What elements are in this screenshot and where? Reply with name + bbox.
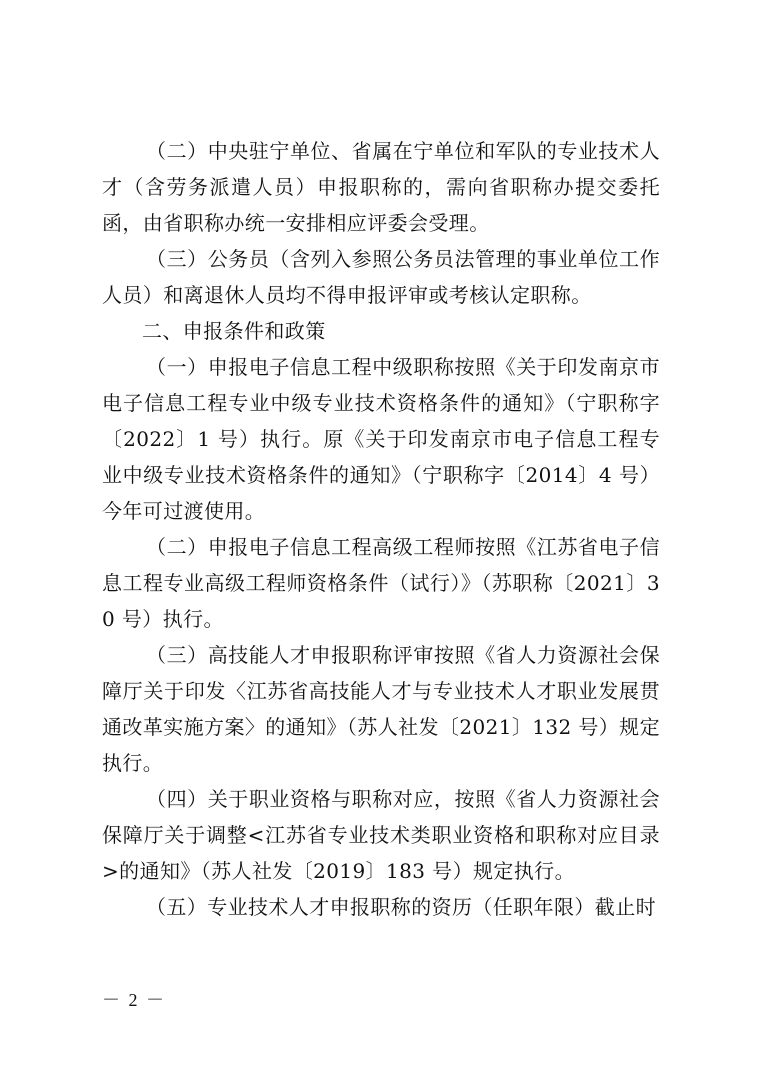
document-body (102, 133, 660, 925)
section-heading-conditions: 二、申报条件和政策 (142, 319, 326, 343)
paragraph-2-senior-engineer: （二）申报电子信息工程高级工程师按照《江苏省电子信息工程专业高级工程师资格条件（试行）》（苏职称〔2021〕30 号）执行。 (102, 535, 660, 631)
paragraph-3-high-skill-talent: （三）高技能人才申报职称评审按照《省人力资源社会保障厅关于印发〈江苏省高技能人才与专业技术人才职业发展贯通改革实施方案〉的通知》（苏人社发〔2021〕132 号）规定执行。 (102, 643, 660, 775)
paragraph-5-seniority: （五）专业技术人才申报职称的资历（任职年限）截止时 (146, 895, 656, 919)
paragraph-3-civil-servants: （三）公务员（含列入参照公务员法管理的事业单位工作人员）和离退休人员均不得申报评审或考核认定职称。 (102, 247, 660, 307)
page-number: － 2 － (102, 990, 166, 1010)
paragraph-4-qualification-mapping: （四）关于职业资格与职称对应，按照《省人力资源社会保障厅关于调整<江苏省专业技术类职业资格和职称对应目录>的通知》（苏人社发〔2019〕183 号）规定执行。 (102, 787, 660, 883)
paragraph-1-intermediate-title: （一）申报电子信息工程中级职称按照《关于印发南京市电子信息工程专业中级专业技术资格条件的通知》（宁职称字〔2022〕1 号）执行。原《关于印发南京市电子信息工程专业中级专业技术资格条件的通知》（宁职称字〔2014〕4 号）今年可过渡使用。 (102, 355, 660, 523)
paragraph-2-central-units: （二）中央驻宁单位、省属在宁单位和军队的专业技术人才（含劳务派遣人员）申报职称的，需向省职称办提交委托函，由省职称办统一安排相应评委会受理。 (102, 139, 660, 235)
